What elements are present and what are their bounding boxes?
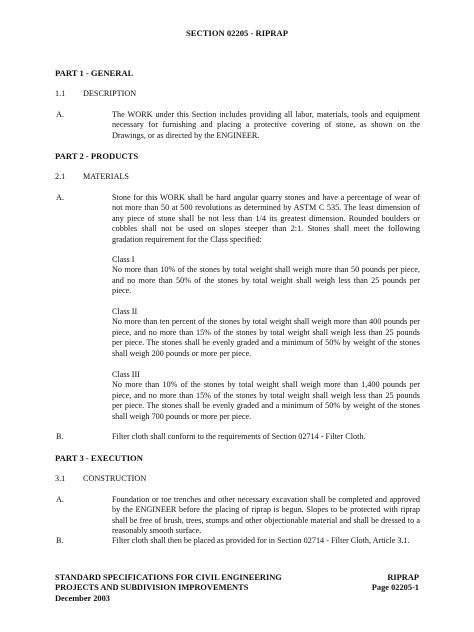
paragraph-label: B. — [56, 536, 64, 545]
class-text: No more than 10% of the stones by total weight shall weigh more than 50 pounds per piece, and no more than 50% of the stones by total weight shall weigh less than 25 pounds per piece. — [112, 265, 420, 296]
class-i-block — [112, 255, 420, 297]
paragraph-3-1-a — [56, 495, 420, 537]
subsection-number: 3.1 — [55, 474, 66, 483]
paragraph-text: The WORK under this Section includes providing all labor, materials, tools and equipment necessary for furnishing and placing a protective covering of stone, as shown on the Drawings, or as directed by the ENGINEER. — [112, 110, 420, 140]
subsection-label: DESCRIPTION — [83, 89, 137, 98]
subsection-2-1 — [55, 172, 129, 182]
subsection-3-1 — [55, 474, 146, 484]
footer-left — [55, 573, 282, 604]
part1-heading: PART 1 - GENERAL — [55, 68, 134, 78]
paragraph-3-1-b — [56, 536, 420, 546]
paragraph-label: B. — [56, 432, 64, 441]
section-title: SECTION 02205 - RIPRAP — [186, 28, 288, 38]
part3-heading: PART 3 - EXECUTION — [55, 453, 143, 463]
part2-heading: PART 2 - PRODUCTS — [55, 151, 139, 161]
footer-page-number: Page 02205-1 — [371, 583, 419, 593]
paragraph-label: A. — [56, 495, 64, 504]
paragraph-text: Foundation or toe trenches and other necessary excavation shall be completed and approved by the ENGINEER before the placing of riprap is begun. Slopes to be protected with riprap shall be free of brush, trees, stumps and other objectionable material and shall be dressed to a reasonably smooth surface. — [112, 495, 420, 536]
paragraph-text: Stone for this WORK shall be hard angular quarry stones and have a percentage of wear of not more than 50 at 500 revolutions as determined by ASTM C 535. The least dimension of any piece of stone shall be not less than 1/4 its greatest dimension. Rounded boulders or cobbles shall not be used on slopes steeper than 2:1. Stones shall meet the following gradation requirement for the Class specified: — [112, 193, 420, 244]
subsection-number: 1.1 — [55, 89, 66, 98]
paragraph-2-1-b — [56, 432, 420, 442]
footer-date: December 2003 — [55, 593, 110, 603]
subsection-label: MATERIALS — [83, 172, 129, 181]
subsection-number: 2.1 — [55, 172, 66, 181]
footer-right — [372, 573, 419, 594]
paragraph-label: A. — [56, 193, 64, 202]
paragraph-1-1-a — [56, 110, 420, 141]
class-name: Class III — [112, 370, 140, 379]
class-text: No more than ten percent of the stones by total weight shall weigh more than 400 pounds per piece, and no more than 15% of the stones by total weight shall weigh less than 25 pounds per piece. The stones shall be evenly graded and a minimum of 50% by weight of the stones shall weigh 200 pounds or more per piece. — [112, 317, 420, 358]
footer-spec-title: STANDARD SPECIFICATIONS FOR CIVIL ENGINEERING — [55, 573, 282, 582]
paragraph-label: A. — [56, 110, 64, 119]
paragraph-text: Filter cloth shall conform to the requirements of Section 02714 - Filter Cloth. — [112, 432, 366, 441]
class-name: Class II — [112, 307, 138, 316]
footer-section-name: RIPRAP — [387, 573, 419, 582]
class-name: Class I — [112, 255, 135, 264]
subsection-1-1 — [55, 89, 136, 99]
footer-spec-subtitle: PROJECTS AND SUBDIVISION IMPROVEMENTS — [55, 583, 249, 593]
paragraph-text: Filter cloth shall then be placed as provided for in Section 02714 - Filter Cloth, Article 3.1. — [112, 536, 410, 545]
class-iii-block — [112, 370, 420, 422]
class-ii-block — [112, 307, 420, 359]
paragraph-2-1-a — [56, 193, 420, 245]
class-text: No more than 10% of the stones by total weight shall weigh more than 1,400 pounds per piece, and no more than 15% of the stones by total weight shall weigh less than 25 pounds per piece. The stones shall be evenly graded and a minimum of 50% by weight of the stones shall weigh 700 pounds or more per piece. — [112, 380, 420, 421]
subsection-label: CONSTRUCTION — [83, 474, 147, 483]
